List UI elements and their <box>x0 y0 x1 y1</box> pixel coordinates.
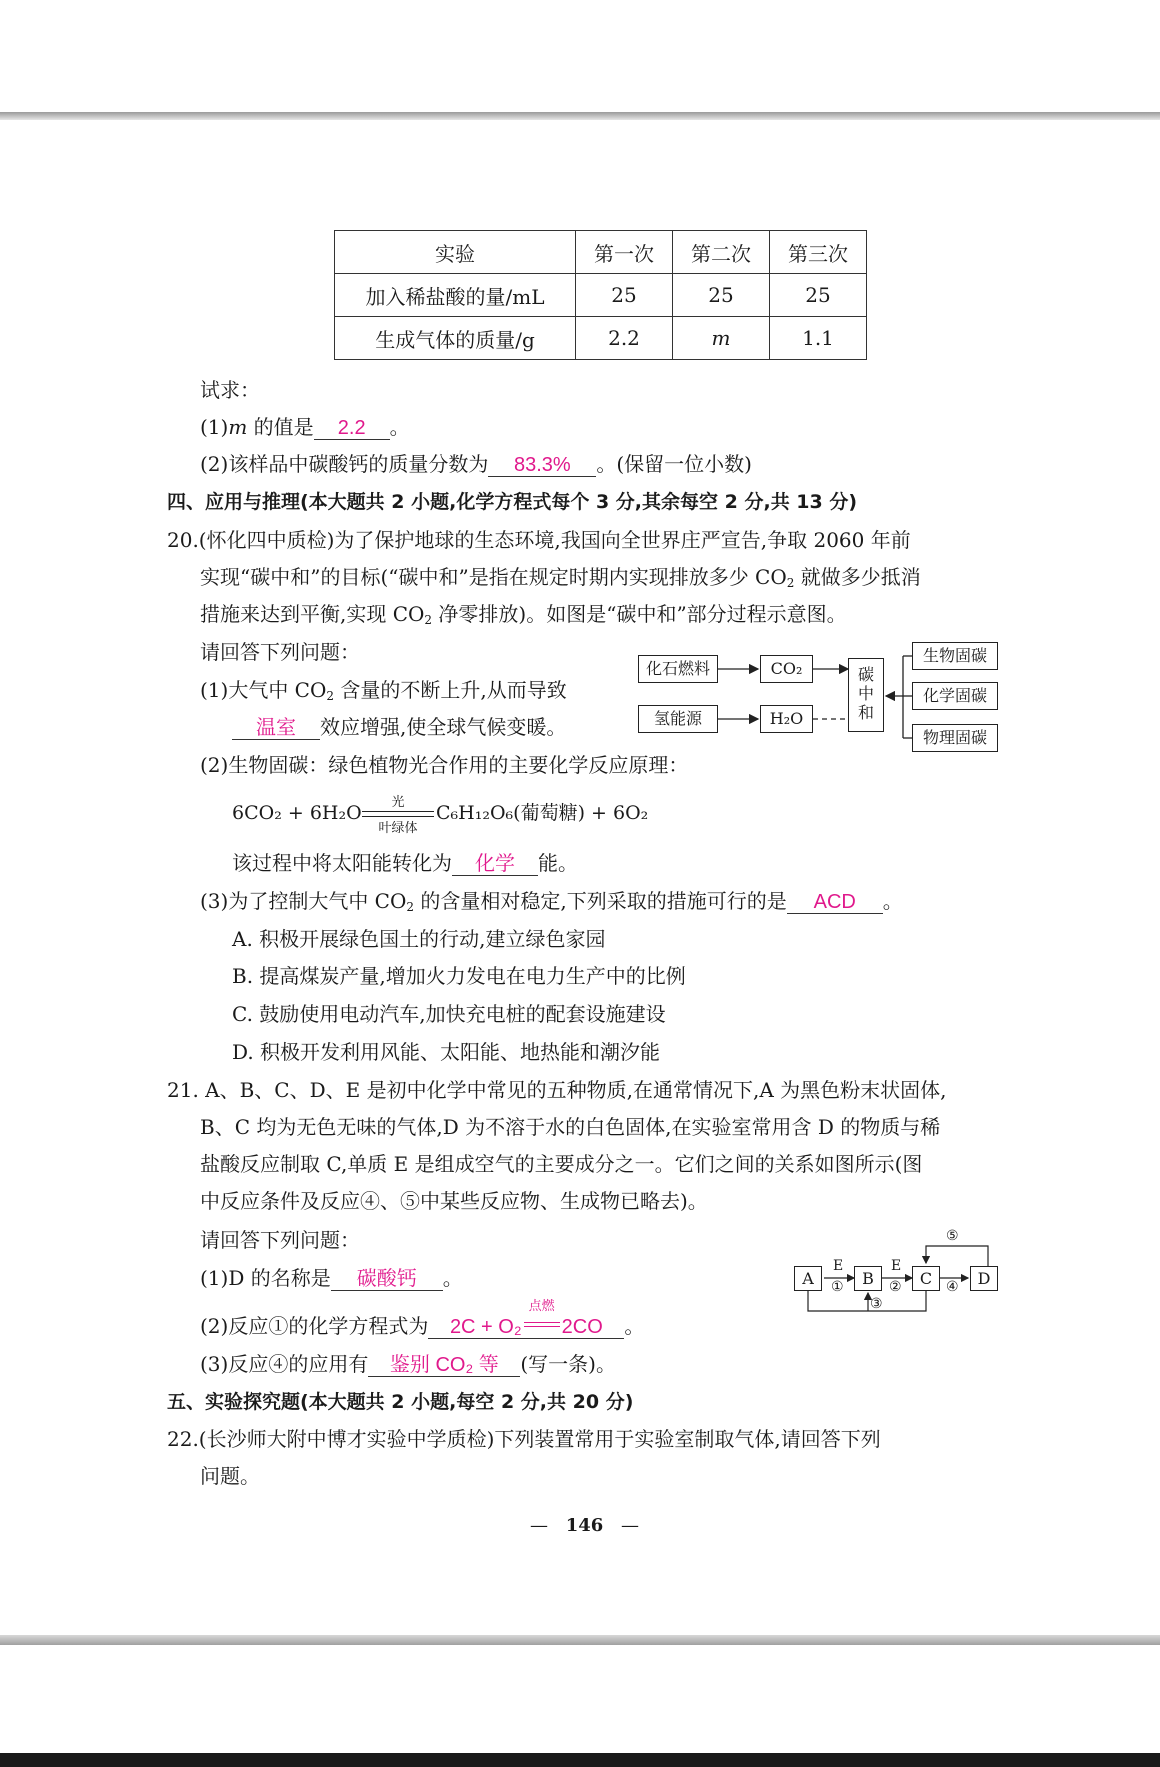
page-number-row <box>530 1513 639 1539</box>
label-n2: ② <box>889 1279 902 1295</box>
label-e2: E <box>891 1258 902 1274</box>
co2-box: CO₂ <box>760 655 813 683</box>
eq-left: 6CO₂ + 6H₂O <box>232 802 362 824</box>
center-char: 碳 <box>857 665 874 684</box>
q21-line3: 盐酸反应制取 C,单质 E 是组成空气的主要成分之一。它们之间的关系如图所示(图 <box>200 1152 923 1176</box>
viewer-bottom-margin <box>0 1645 1160 1753</box>
q21-p2-pre: (2)反应①的化学方程式为 <box>200 1314 429 1338</box>
table-cell: m <box>673 317 770 360</box>
q21-eq-arrow <box>522 1298 562 1335</box>
fossil-fuel-box: 化石燃料 <box>638 655 718 683</box>
table-cell: 1.1 <box>770 317 867 360</box>
eq-condition-bottom: 叶绿体 <box>378 821 418 836</box>
q20-p1a: (1)大气中 CO <box>200 678 327 702</box>
label-n5: ⑤ <box>946 1228 959 1244</box>
table-header: 第二次 <box>673 231 770 274</box>
q20-option-d: D. 积极开发利用风能、太阳能、地热能和潮汐能 <box>232 1040 661 1064</box>
q20-line1: 20.(怀化四中质检)为了保护地球的生态环境,我国向全世界庄严宣告,争取 2060 年前 <box>167 528 911 552</box>
q21-line4: 中反应条件及反应④、⑤中某些反应物、生成物已略去)。 <box>200 1189 708 1213</box>
q21-eq-condition: 点燃 <box>528 1298 555 1313</box>
page-bottom-shadow <box>0 1635 1160 1645</box>
table-cell: 生成气体的质量/g <box>335 317 576 360</box>
carbon-neutral-box <box>848 658 884 732</box>
label-n4: ④ <box>946 1279 959 1295</box>
h2o-box: H₂O <box>760 705 813 733</box>
q21-eq-right: 2CO <box>561 1316 603 1338</box>
q20-part2: (2)生物固碳：绿色植物光合作用的主要化学反应原理： <box>200 753 689 777</box>
q20-ask: 请回答下列问题： <box>200 640 360 664</box>
bio-fixation-box: 生物固碳 <box>912 642 998 670</box>
label-n1: ① <box>831 1279 844 1295</box>
q20-part3: (3)为了控制大气中 $CO_2$ 的含量相对稳定,下列采取的措施可行的是 ACD 。 <box>200 889 903 914</box>
q21-part3 <box>200 1351 616 1377</box>
table-header: 实验 <box>335 231 576 274</box>
eq-right: C₆H₁₂O₆(葡萄糖) + 6O₂ <box>436 802 649 824</box>
table-row <box>335 317 867 360</box>
q22-line2: 问题。 <box>200 1464 260 1488</box>
label-n3: ③ <box>870 1296 883 1312</box>
q20-answer-1: 温室 <box>232 717 320 740</box>
q21-answer-3: 鉴别 CO₂ 等 <box>368 1354 520 1377</box>
q20-line2a: 实现“碳中和”的目标(“碳中和”是指在规定时期内实现排放多少 CO <box>200 565 787 589</box>
q20-p2b-end: 能。 <box>538 851 578 875</box>
table-row <box>335 274 867 317</box>
q19-answer-2: 83.3% <box>488 454 596 477</box>
q20-option-b: B. 提高煤炭产量,增加火力发电在电力生产中的比例 <box>232 964 686 988</box>
table-cell: 25 <box>770 274 867 317</box>
q20-part1b <box>232 714 566 740</box>
section-5-heading: 五、实验探究题(本大题共 2 小题,每空 2 分,共 20 分) <box>167 1391 634 1413</box>
center-char: 中 <box>857 684 874 703</box>
q20-option-a: A. 积极开展绿色国土的行动,建立绿色家园 <box>232 927 606 951</box>
table-cell: 25 <box>673 274 770 317</box>
q21-line1: 21. A、B、C、D、E 是初中化学中常见的五种物质,在通常情况下,A 为黑色粉末状固体, <box>167 1078 947 1102</box>
q20-part2b <box>232 850 578 876</box>
chem-fixation-box: 化学固碳 <box>912 682 998 710</box>
q19-answer-1: 2.2 <box>314 417 390 440</box>
q19-p1-mid: 的值是 <box>247 415 314 439</box>
q21-answer-1: 碳酸钙 <box>331 1268 443 1291</box>
page-number: 146 <box>565 1515 604 1536</box>
q21-ask: 请回答下列问题： <box>200 1228 360 1252</box>
q19-intro: 试求： <box>200 378 260 402</box>
q20-p2b-pre: 该过程中将太阳能转化为 <box>232 851 452 875</box>
q20-p1-end: 效应增强,使全球气候变暖。 <box>320 715 567 739</box>
hydrogen-energy-box: 氢能源 <box>638 705 718 733</box>
table-cell: 加入稀盐酸的量/mL <box>335 274 576 317</box>
page-dash-right: — <box>621 1515 640 1536</box>
q20-p1b: 含量的不断上升,从而导致 <box>334 678 567 702</box>
viewer-top-margin <box>0 0 1160 112</box>
photosynthesis-equation <box>232 790 752 836</box>
node-d: D <box>970 1266 998 1291</box>
q19-p1-end: 。 <box>389 415 410 439</box>
center-char: 和 <box>857 703 874 722</box>
table-header: 第三次 <box>770 231 867 274</box>
q20-p3a: (3)为了控制大气中 CO <box>200 889 407 913</box>
table-header: 第一次 <box>576 231 673 274</box>
q20-line2b: 就做多少抵消 <box>794 565 921 589</box>
table-header-row <box>335 231 867 274</box>
table-cell: 25 <box>576 274 673 317</box>
eq-condition-top: 光 <box>391 795 405 810</box>
q19-part1 <box>200 414 410 440</box>
q19-p2-end: 。(保留一位小数) <box>596 452 752 476</box>
q21-p3-end: (写一条)。 <box>520 1352 616 1376</box>
carbon-neutral-diagram <box>638 640 1000 760</box>
reaction-diagram <box>790 1228 1002 1316</box>
q20-option-c: C. 鼓励使用电动汽车,加快充电桩的配套设施建设 <box>232 1002 666 1026</box>
node-c: C <box>912 1266 940 1291</box>
q21-p3-pre: (3)反应④的应用有 <box>200 1352 369 1376</box>
q21-eq-double-line <box>524 1322 560 1327</box>
q22-line1: 22.(长沙师大附中博才实验中学质检)下列装置常用于实验室制取气体,请回答下列 <box>167 1427 881 1451</box>
node-b: B <box>854 1266 882 1291</box>
q21-eq-left: 2C + O₂ <box>449 1316 522 1338</box>
q21-part1 <box>200 1265 463 1291</box>
q21-part2 <box>200 1298 645 1339</box>
q20-line3: 措施来达到平衡,实现 $CO_2$ 净零排放)。如图是“碳中和”部分过程示意图。 <box>200 602 847 627</box>
page-dash-left: — <box>530 1515 548 1536</box>
page-top-shadow <box>0 112 1160 120</box>
label-e1: E <box>833 1258 844 1274</box>
q21-p2-end: 。 <box>624 1314 645 1338</box>
q20-p3-end: 。 <box>882 889 903 913</box>
section-4-heading: 四、应用与推理(本大题共 2 小题,化学方程式每个 3 分,其余每空 2 分,共 13 分) <box>167 491 858 513</box>
q20-line3a: 措施来达到平衡,实现 CO <box>200 602 425 626</box>
experiment-table <box>334 230 867 360</box>
q20-line2: 实现“碳中和”的目标(“碳中和”是指在规定时期内实现排放多少 $CO_2$ 就做多少抵消 <box>200 565 921 590</box>
q20-line3b: 净零排放)。如图是“碳中和”部分过程示意图。 <box>432 602 847 626</box>
q19-part2 <box>200 451 752 477</box>
table-cell: 2.2 <box>576 317 673 360</box>
q19-p2-pre: (2)该样品中碳酸钙的质量分数为 <box>200 452 489 476</box>
node-a: A <box>794 1266 822 1291</box>
viewer-bottom-bar <box>0 1753 1160 1767</box>
phys-fixation-box: 物理固碳 <box>912 724 998 752</box>
q21-line2: B、C 均为无色无味的气体,D 为不溶于水的白色固体,在实验室常用含 D 的物质与稀 <box>200 1115 941 1139</box>
q20-answer-3: ACD <box>787 891 883 914</box>
q19-p1-var: m <box>228 415 248 439</box>
q20-answer-2: 化学 <box>452 853 538 876</box>
q21-answer-2 <box>428 1298 624 1339</box>
q20-p3b: 的含量相对稳定,下列采取的措施可行的是 <box>414 889 787 913</box>
q21-p1-pre: (1)D 的名称是 <box>200 1266 331 1290</box>
q20-part1: (1)大气中 $CO_2$ 含量的不断上升,从而导致 <box>200 678 567 703</box>
q19-p1-pre: (1) <box>200 415 229 439</box>
q21-p1-end: 。 <box>442 1266 463 1290</box>
